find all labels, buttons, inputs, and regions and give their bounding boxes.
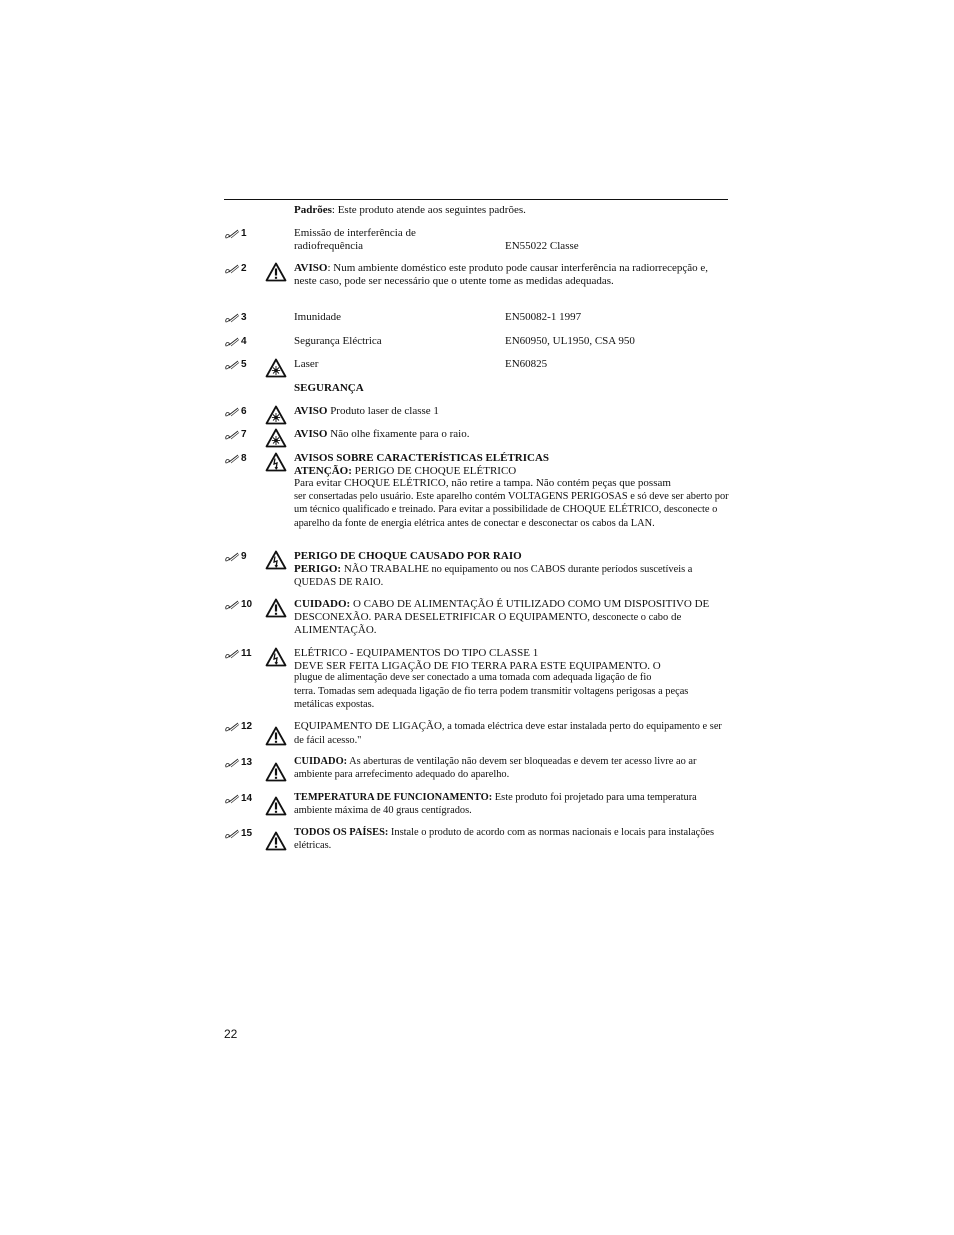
pen-icon: [224, 828, 240, 840]
pen-icon: [224, 228, 240, 240]
note-marker: 14: [224, 793, 258, 807]
pen-icon: [224, 263, 240, 275]
note-marker: 5: [224, 359, 258, 373]
pen-icon: [224, 312, 240, 324]
pen-icon: [224, 599, 240, 611]
note-marker: 4: [224, 336, 258, 350]
shock-warning-icon: [265, 550, 287, 570]
note-marker: 6: [224, 406, 258, 420]
note-marker: 7: [224, 429, 258, 443]
note-marker: 9: [224, 551, 258, 565]
intro-label: Padrões: [294, 204, 332, 216]
note-marker: 2: [224, 263, 258, 277]
standard-value: EN50082-1 1997: [505, 311, 582, 323]
laser-warning-icon: [265, 428, 287, 448]
pen-icon: [224, 453, 240, 465]
warning-icon: [265, 831, 287, 851]
pen-icon: [224, 721, 240, 733]
pen-icon: [224, 648, 240, 660]
laser-warning-icon: [265, 358, 287, 378]
pen-icon: [224, 429, 240, 441]
pen-icon: [224, 406, 240, 418]
standard-value: EN55022 Classe: [505, 239, 579, 252]
laser-warning-icon: [265, 405, 287, 425]
pen-icon: [224, 551, 240, 563]
note-marker: 8: [224, 453, 258, 467]
shock-warning-icon: [265, 647, 287, 667]
pen-icon: [224, 757, 240, 769]
page-number: 22: [224, 1027, 238, 1041]
standard-value: EN60950, UL1950, CSA 950: [505, 335, 635, 347]
note-marker: 10: [224, 599, 258, 613]
pen-icon: [224, 793, 240, 805]
warning-icon: [265, 762, 287, 782]
note-marker: 12: [224, 721, 258, 735]
note-marker: 15: [224, 828, 258, 842]
standard-value: EN60825: [505, 358, 548, 370]
warning-icon: [265, 598, 287, 618]
pen-icon: [224, 359, 240, 371]
note-marker: 3: [224, 312, 258, 326]
warning-icon: [265, 262, 287, 282]
intro-text: : Este produto atende aos seguintes padrões.: [331, 204, 526, 216]
warning-icon: [265, 726, 287, 746]
note-marker: 11: [224, 648, 258, 662]
warning-icon: [265, 796, 287, 816]
note-marker: 1: [224, 228, 258, 242]
pen-icon: [224, 336, 240, 348]
shock-warning-icon: [265, 452, 287, 472]
note-marker: 13: [224, 757, 258, 771]
header-rule: [224, 199, 728, 200]
